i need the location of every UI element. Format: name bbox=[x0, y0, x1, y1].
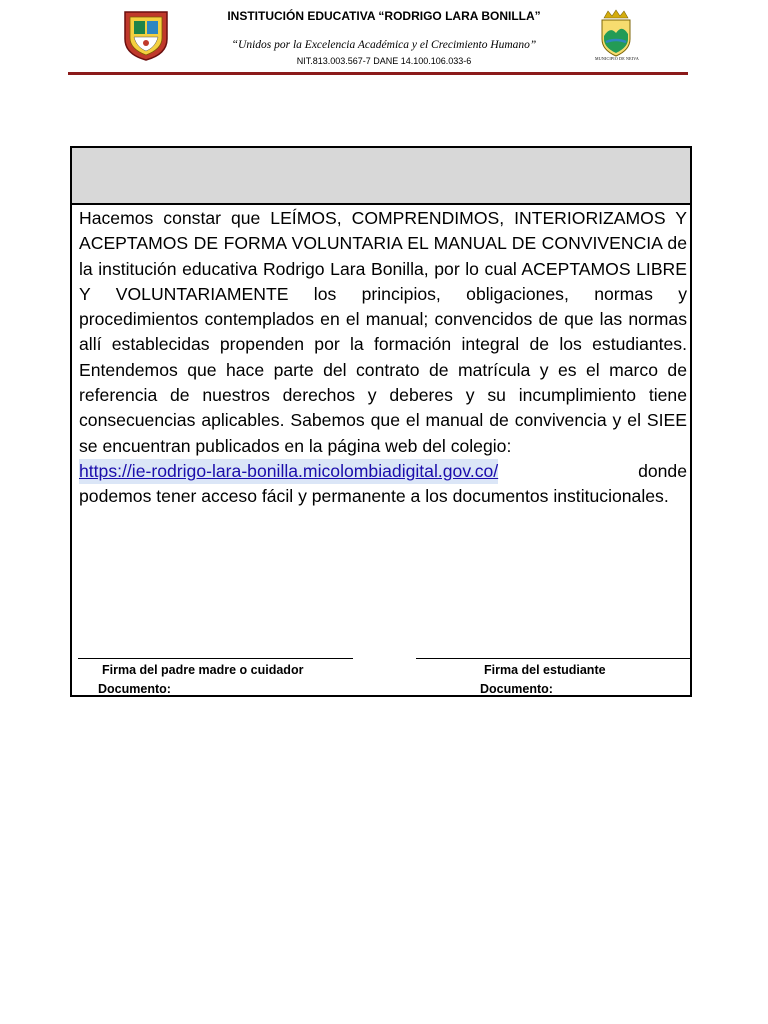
student-signature-label: Firma del estudiante bbox=[484, 663, 606, 677]
institution-title: INSTITUCIÓN EDUCATIVA “RODRIGO LARA BONILLA” bbox=[227, 9, 541, 23]
school-shield-icon bbox=[122, 9, 170, 61]
declaration-closing: podemos tener acceso fácil y permanente a los documentos institucionales. bbox=[79, 486, 669, 507]
nit-dane-line: NIT.813.003.567-7 DANE 14.100.106.033-6 bbox=[296, 56, 472, 66]
box-header-band bbox=[72, 148, 690, 205]
declaration-paragraph: Hacemos constar que LEÍMOS, COMPRENDIMOS, INTERIORIZAMOS Y ACEPTAMOS DE FORMA VOLUNTARIA EL MANUAL DE CONVIVENCIA de la institución educativa Rodrigo Lara Bonilla, por lo cual ACEPTAMOS LIBRE Y VOLUNTARIAMENTE los principios, obligaciones, normas y procedimientos contemplados en el manual; convencidos de que las normas allí establecidas propenden por la formación integral de los estudiantes. Entendemos que hace parte del contrato de matrícula y es el marco de referencia de nuestros derechos y deberes y su incumplimiento tiene consecuencias aplicables. Sabemos que el manual de convivencia y el SIEE se encuentran publicados en la página web del colegio: bbox=[79, 208, 687, 456]
student-document-label: Documento: bbox=[480, 682, 553, 696]
after-link-word: donde bbox=[638, 460, 687, 481]
declaration-text bbox=[79, 206, 687, 510]
declaration-box bbox=[70, 146, 692, 697]
municipality-caption: MUNICIPIO DE NEIVA bbox=[595, 56, 639, 61]
institution-motto: “Unidos por la Excelencia Académica y el Crecimiento Humano” bbox=[231, 39, 537, 51]
parent-signature-line bbox=[78, 658, 353, 659]
parent-document-label: Documento: bbox=[98, 682, 171, 696]
parent-signature-label: Firma del padre madre o cuidador bbox=[102, 663, 304, 677]
website-line bbox=[79, 459, 687, 484]
school-website-link[interactable]: https://ie-rodrigo-lara-bonilla.micolombiadigital.gov.co/ bbox=[79, 459, 498, 484]
header-divider bbox=[68, 72, 688, 75]
student-signature-line bbox=[416, 658, 692, 659]
